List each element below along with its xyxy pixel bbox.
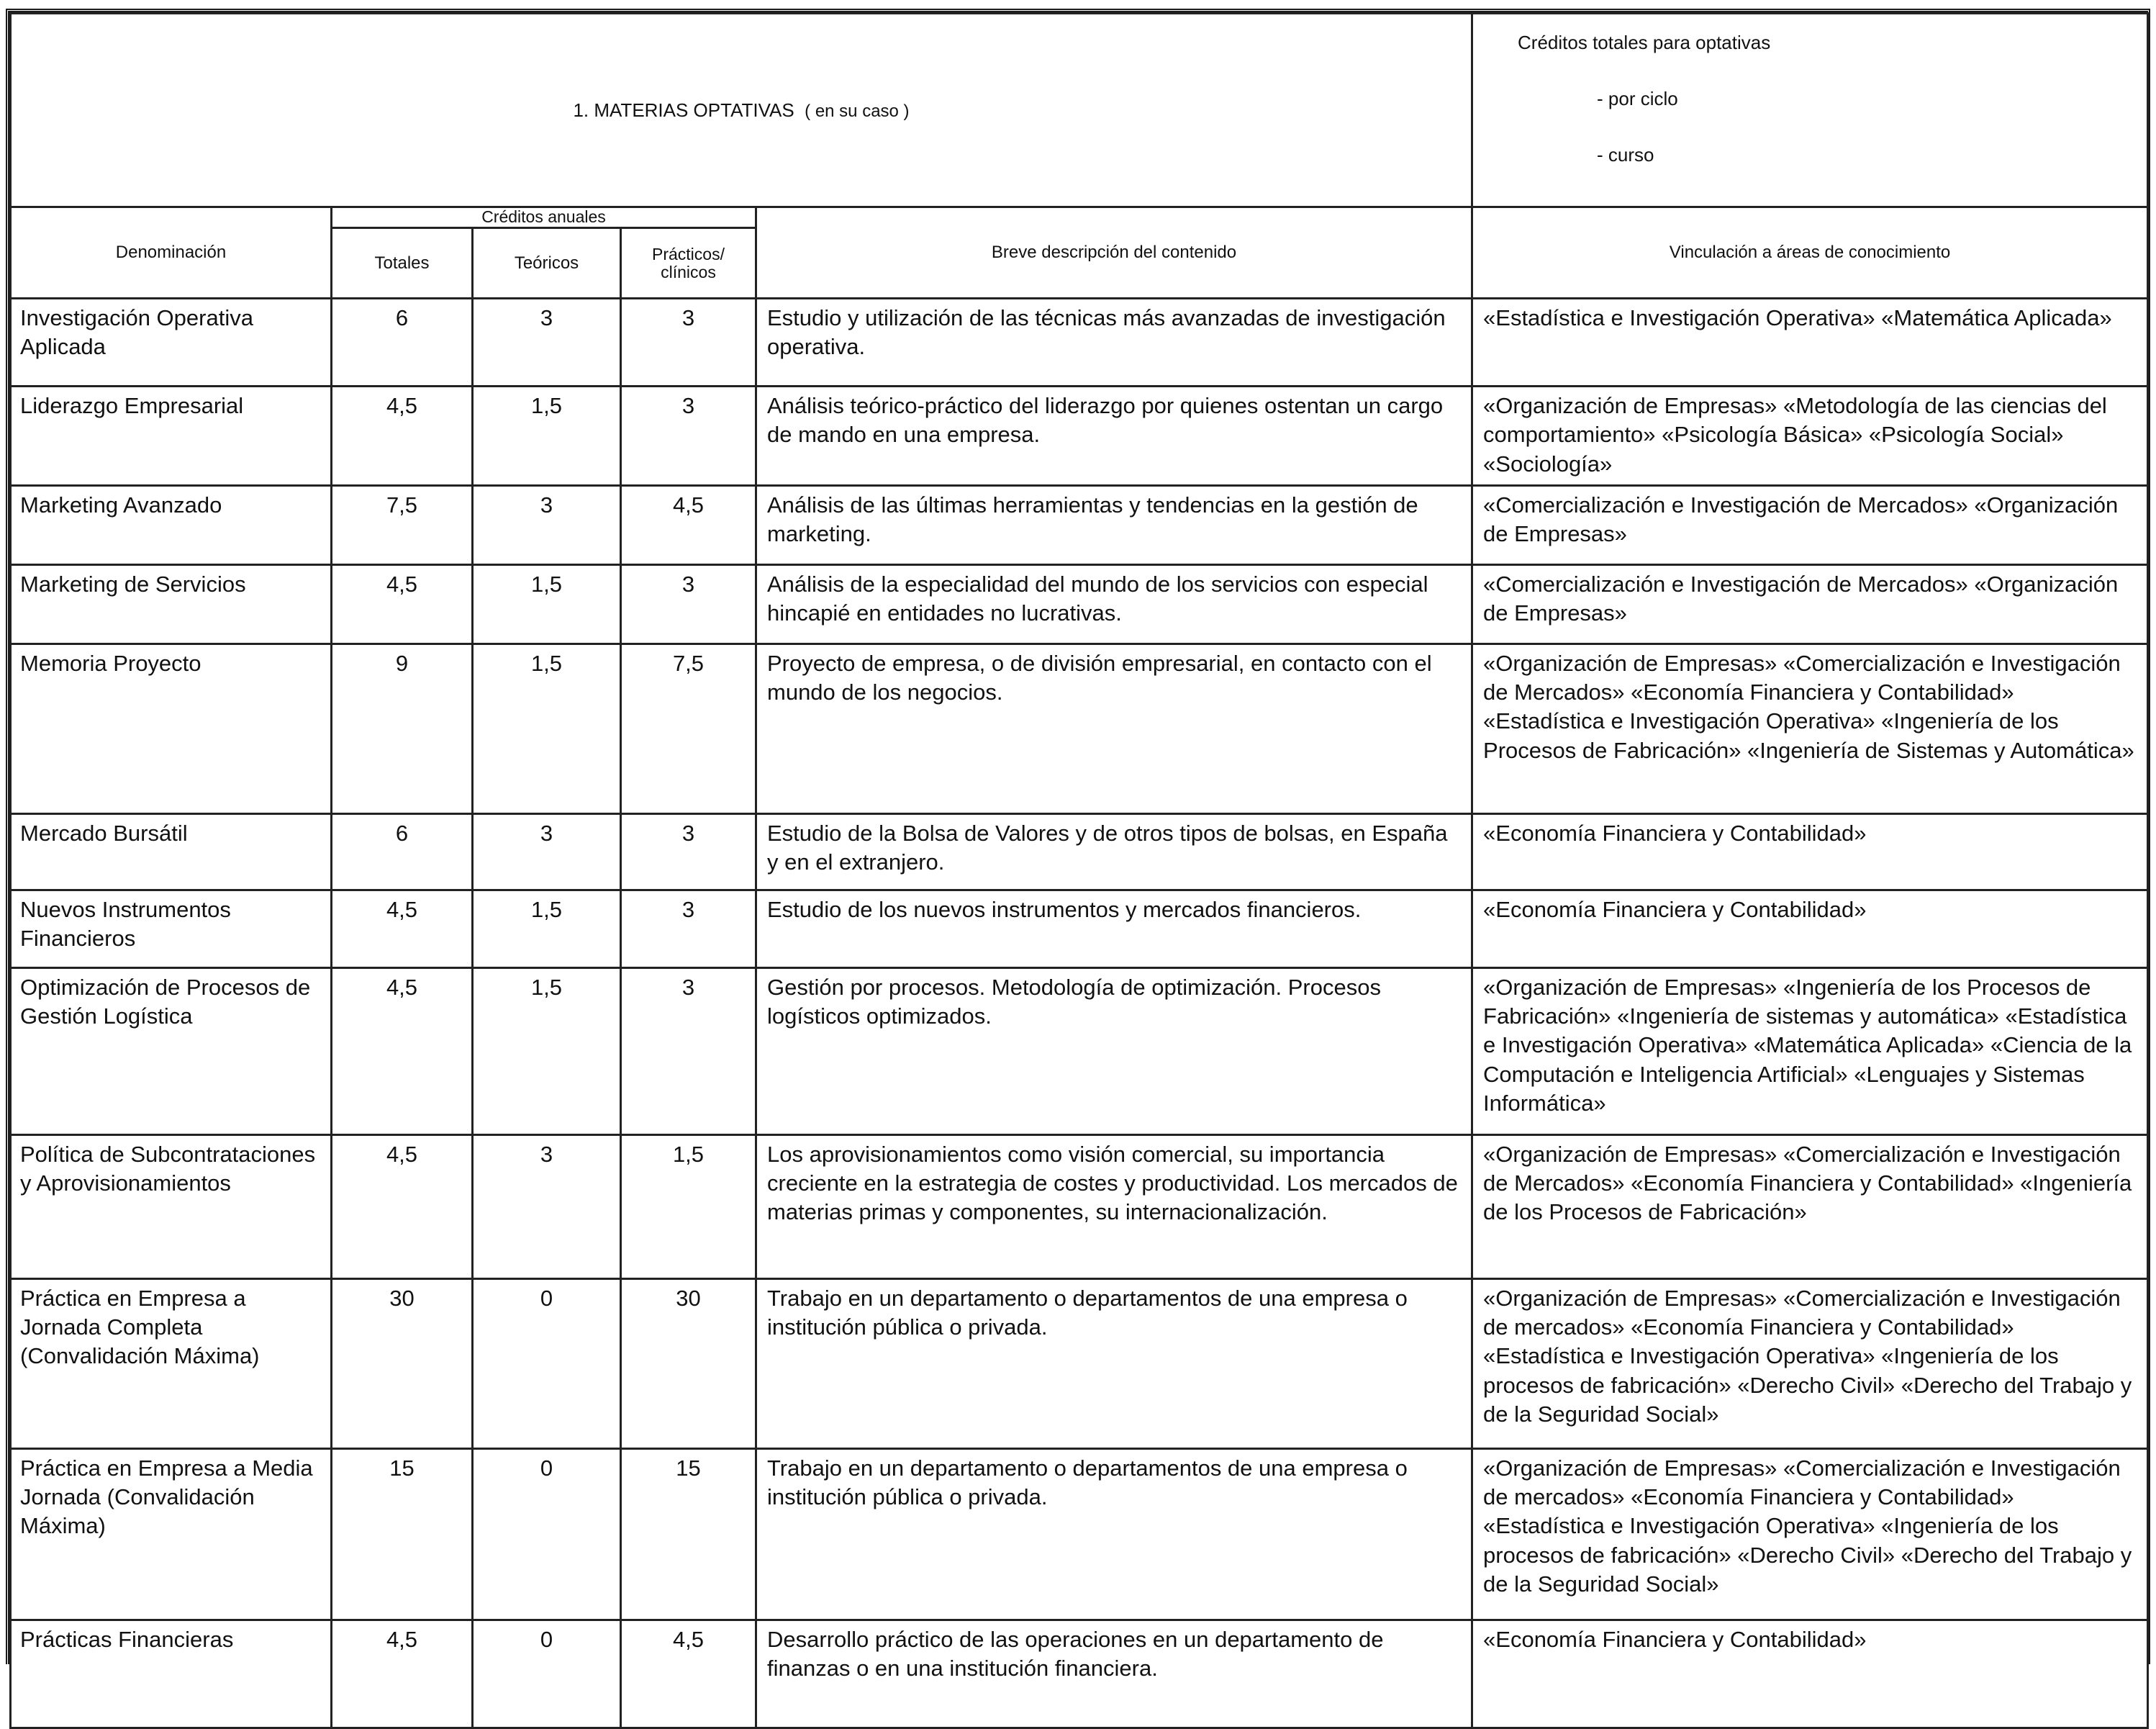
section-title-text: 1. MATERIAS OPTATIVAS bbox=[573, 99, 794, 121]
credits-total: 7,5 bbox=[332, 485, 473, 564]
total-credits-box bbox=[1472, 14, 2148, 207]
col-header-total: Totales bbox=[332, 228, 473, 299]
credits-total: 4,5 bbox=[332, 387, 473, 486]
subject-name: Práctica en Empresa a Media Jornada (Convalidación Máxima) bbox=[11, 1448, 332, 1620]
credits-practice: 4,5 bbox=[621, 1620, 756, 1728]
knowledge-areas: «Economía Financiera y Contabilidad» bbox=[1472, 813, 2148, 890]
credits-theory: 1,5 bbox=[473, 387, 621, 486]
col-header-practice-line2: clínicos bbox=[661, 262, 716, 281]
knowledge-areas: «Economía Financiera y Contabilidad» bbox=[1472, 890, 2148, 967]
knowledge-areas: «Organización de Empresas» «Metodología de las ciencias del comportamiento» «Psicología Básica» «Psicología Social» «Sociología» bbox=[1472, 387, 2148, 486]
subject-description: Trabajo en un departamento o departamentos de una empresa o institución pública o privada. bbox=[756, 1448, 1472, 1620]
credits-theory: 3 bbox=[473, 813, 621, 890]
credits-theory: 3 bbox=[473, 299, 621, 387]
table-row bbox=[11, 813, 2148, 890]
col-header-description: Breve descripción del contenido bbox=[756, 207, 1472, 299]
knowledge-areas: «Comercialización e Investigación de Mercados» «Organización de Empresas» bbox=[1472, 485, 2148, 564]
subject-name: Investigación Operativa Aplicada bbox=[11, 299, 332, 387]
section-title bbox=[11, 14, 1472, 207]
table-row bbox=[11, 299, 2148, 387]
credits-practice: 3 bbox=[621, 890, 756, 967]
credits-total: 4,5 bbox=[332, 967, 473, 1134]
knowledge-areas: «Economía Financiera y Contabilidad» bbox=[1472, 1620, 2148, 1728]
table-row bbox=[11, 644, 2148, 813]
credits-practice: 30 bbox=[621, 1278, 756, 1448]
subject-name: Prácticas Financieras bbox=[11, 1620, 332, 1728]
per-course-label: - curso bbox=[1597, 144, 1654, 166]
credits-practice: 3 bbox=[621, 967, 756, 1134]
column-header-row-1 bbox=[11, 207, 2148, 228]
subject-description: Análisis de las últimas herramientas y tendencias en la gestión de marketing. bbox=[756, 485, 1472, 564]
knowledge-areas: «Organización de Empresas» «Comercialización e Investigación de Mercados» «Economía Financiera y Contabilidad» «Estadística e Investigación Operativa» «Ingeniería de los Procesos de Fabricación» «Ingeniería de Sistemas y Automática» bbox=[1472, 644, 2148, 813]
credits-practice: 1,5 bbox=[621, 1134, 756, 1278]
subject-name: Liderazgo Empresarial bbox=[11, 387, 332, 486]
subject-name: Práctica en Empresa a Jornada Completa (Convalidación Máxima) bbox=[11, 1278, 332, 1448]
subject-name: Marketing de Servicios bbox=[11, 564, 332, 644]
credits-theory: 3 bbox=[473, 1134, 621, 1278]
credits-total: 15 bbox=[332, 1448, 473, 1620]
section-title-note: ( en su caso ) bbox=[805, 101, 910, 121]
credits-theory: 0 bbox=[473, 1278, 621, 1448]
col-header-practice bbox=[621, 228, 756, 299]
subject-description: Estudio de la Bolsa de Valores y de otros tipos de bolsas, en España y en el extranjero. bbox=[756, 813, 1472, 890]
table-header-row bbox=[11, 14, 2148, 207]
credits-practice: 3 bbox=[621, 299, 756, 387]
knowledge-areas: «Organización de Empresas» «Ingeniería de los Procesos de Fabricación» «Ingeniería de sistemas y automática» «Estadística e Investigación Operativa» «Matemática Aplicada» «Ciencia de la Computación e Inteligencia Artificial» «Lenguajes y Sistemas Informática» bbox=[1472, 967, 2148, 1134]
knowledge-areas: «Comercialización e Investigación de Mercados» «Organización de Empresas» bbox=[1472, 564, 2148, 644]
col-header-practice-line1: Prácticos/ bbox=[652, 245, 725, 264]
subject-name: Mercado Bursátil bbox=[11, 813, 332, 890]
table-row bbox=[11, 1448, 2148, 1620]
subject-name: Nuevos Instrumentos Financieros bbox=[11, 890, 332, 967]
credits-theory: 1,5 bbox=[473, 967, 621, 1134]
credits-practice: 3 bbox=[621, 387, 756, 486]
credits-total: 4,5 bbox=[332, 564, 473, 644]
credits-practice: 15 bbox=[621, 1448, 756, 1620]
knowledge-areas: «Organización de Empresas» «Comercialización e Investigación de Mercados» «Economía Financiera y Contabilidad» «Ingeniería de los Procesos de Fabricación» bbox=[1472, 1134, 2148, 1278]
col-header-theory: Teóricos bbox=[473, 228, 621, 299]
table-row bbox=[11, 564, 2148, 644]
credits-total: 6 bbox=[332, 813, 473, 890]
credits-practice: 3 bbox=[621, 564, 756, 644]
subject-description: Desarrollo práctico de las operaciones en un departamento de finanzas o en una institución financiera. bbox=[756, 1620, 1472, 1728]
credits-theory: 1,5 bbox=[473, 564, 621, 644]
col-header-areas: Vinculación a áreas de conocimiento bbox=[1472, 207, 2148, 299]
subject-description: Estudio y utilización de las técnicas más avanzadas de investigación operativa. bbox=[756, 299, 1472, 387]
table-row bbox=[11, 890, 2148, 967]
table-row bbox=[11, 1620, 2148, 1728]
subject-description: Estudio de los nuevos instrumentos y mercados financieros. bbox=[756, 890, 1472, 967]
table-row bbox=[11, 1134, 2148, 1278]
optional-subjects-table bbox=[9, 12, 2149, 1729]
knowledge-areas: «Organización de Empresas» «Comercialización e Investigación de mercados» «Economía Financiera y Contabilidad» «Estadística e Investigación Operativa» «Ingeniería de los procesos de fabricación» «Derecho Civil» «Derecho del Trabajo y de la Seguridad Social» bbox=[1472, 1278, 2148, 1448]
total-credits-label: Créditos totales para optativas bbox=[1518, 32, 1771, 53]
knowledge-areas: «Estadística e Investigación Operativa» «Matemática Aplicada» bbox=[1472, 299, 2148, 387]
col-header-name: Denominación bbox=[11, 207, 332, 299]
credits-total: 9 bbox=[332, 644, 473, 813]
credits-theory: 1,5 bbox=[473, 890, 621, 967]
credits-total: 4,5 bbox=[332, 1134, 473, 1278]
subject-description: Análisis de la especialidad del mundo de los servicios con especial hincapié en entidades no lucrativas. bbox=[756, 564, 1472, 644]
table-row bbox=[11, 1278, 2148, 1448]
subject-description: Trabajo en un departamento o departamentos de una empresa o institución pública o privada. bbox=[756, 1278, 1472, 1448]
credits-practice: 7,5 bbox=[621, 644, 756, 813]
subject-name: Optimización de Procesos de Gestión Logística bbox=[11, 967, 332, 1134]
credits-practice: 4,5 bbox=[621, 485, 756, 564]
subject-description: Los aprovisionamientos como visión comercial, su importancia creciente en la estrategia de costes y productividad. Los mercados de materias primas y componentes, su internacionalización. bbox=[756, 1134, 1472, 1278]
table-row bbox=[11, 387, 2148, 486]
subject-name: Memoria Proyecto bbox=[11, 644, 332, 813]
knowledge-areas: «Organización de Empresas» «Comercialización e Investigación de mercados» «Economía Financiera y Contabilidad» «Estadística e Investigación Operativa» «Ingeniería de los procesos de fabricación» «Derecho Civil» «Derecho del Trabajo y de la Seguridad Social» bbox=[1472, 1448, 2148, 1620]
credits-total: 4,5 bbox=[332, 890, 473, 967]
credits-theory: 0 bbox=[473, 1448, 621, 1620]
table-row bbox=[11, 967, 2148, 1134]
credits-theory: 0 bbox=[473, 1620, 621, 1728]
subject-description: Análisis teórico-práctico del liderazgo por quienes ostentan un cargo de mando en una empresa. bbox=[756, 387, 1472, 486]
credits-practice: 3 bbox=[621, 813, 756, 890]
credits-theory: 3 bbox=[473, 485, 621, 564]
subject-name: Marketing Avanzado bbox=[11, 485, 332, 564]
credits-total: 30 bbox=[332, 1278, 473, 1448]
table-row bbox=[11, 485, 2148, 564]
subject-description: Gestión por procesos. Metodología de optimización. Procesos logísticos optimizados. bbox=[756, 967, 1472, 1134]
subject-name: Política de Subcontrataciones y Aprovisionamientos bbox=[11, 1134, 332, 1278]
credits-theory: 1,5 bbox=[473, 644, 621, 813]
optional-subjects-sheet bbox=[6, 9, 2150, 1681]
subject-description: Proyecto de empresa, o de división empresarial, en contacto con el mundo de los negocios. bbox=[756, 644, 1472, 813]
col-header-credits-group: Créditos anuales bbox=[332, 207, 756, 228]
credits-total: 6 bbox=[332, 299, 473, 387]
credits-total: 4,5 bbox=[332, 1620, 473, 1728]
per-cycle-label: - por ciclo bbox=[1597, 88, 1678, 109]
